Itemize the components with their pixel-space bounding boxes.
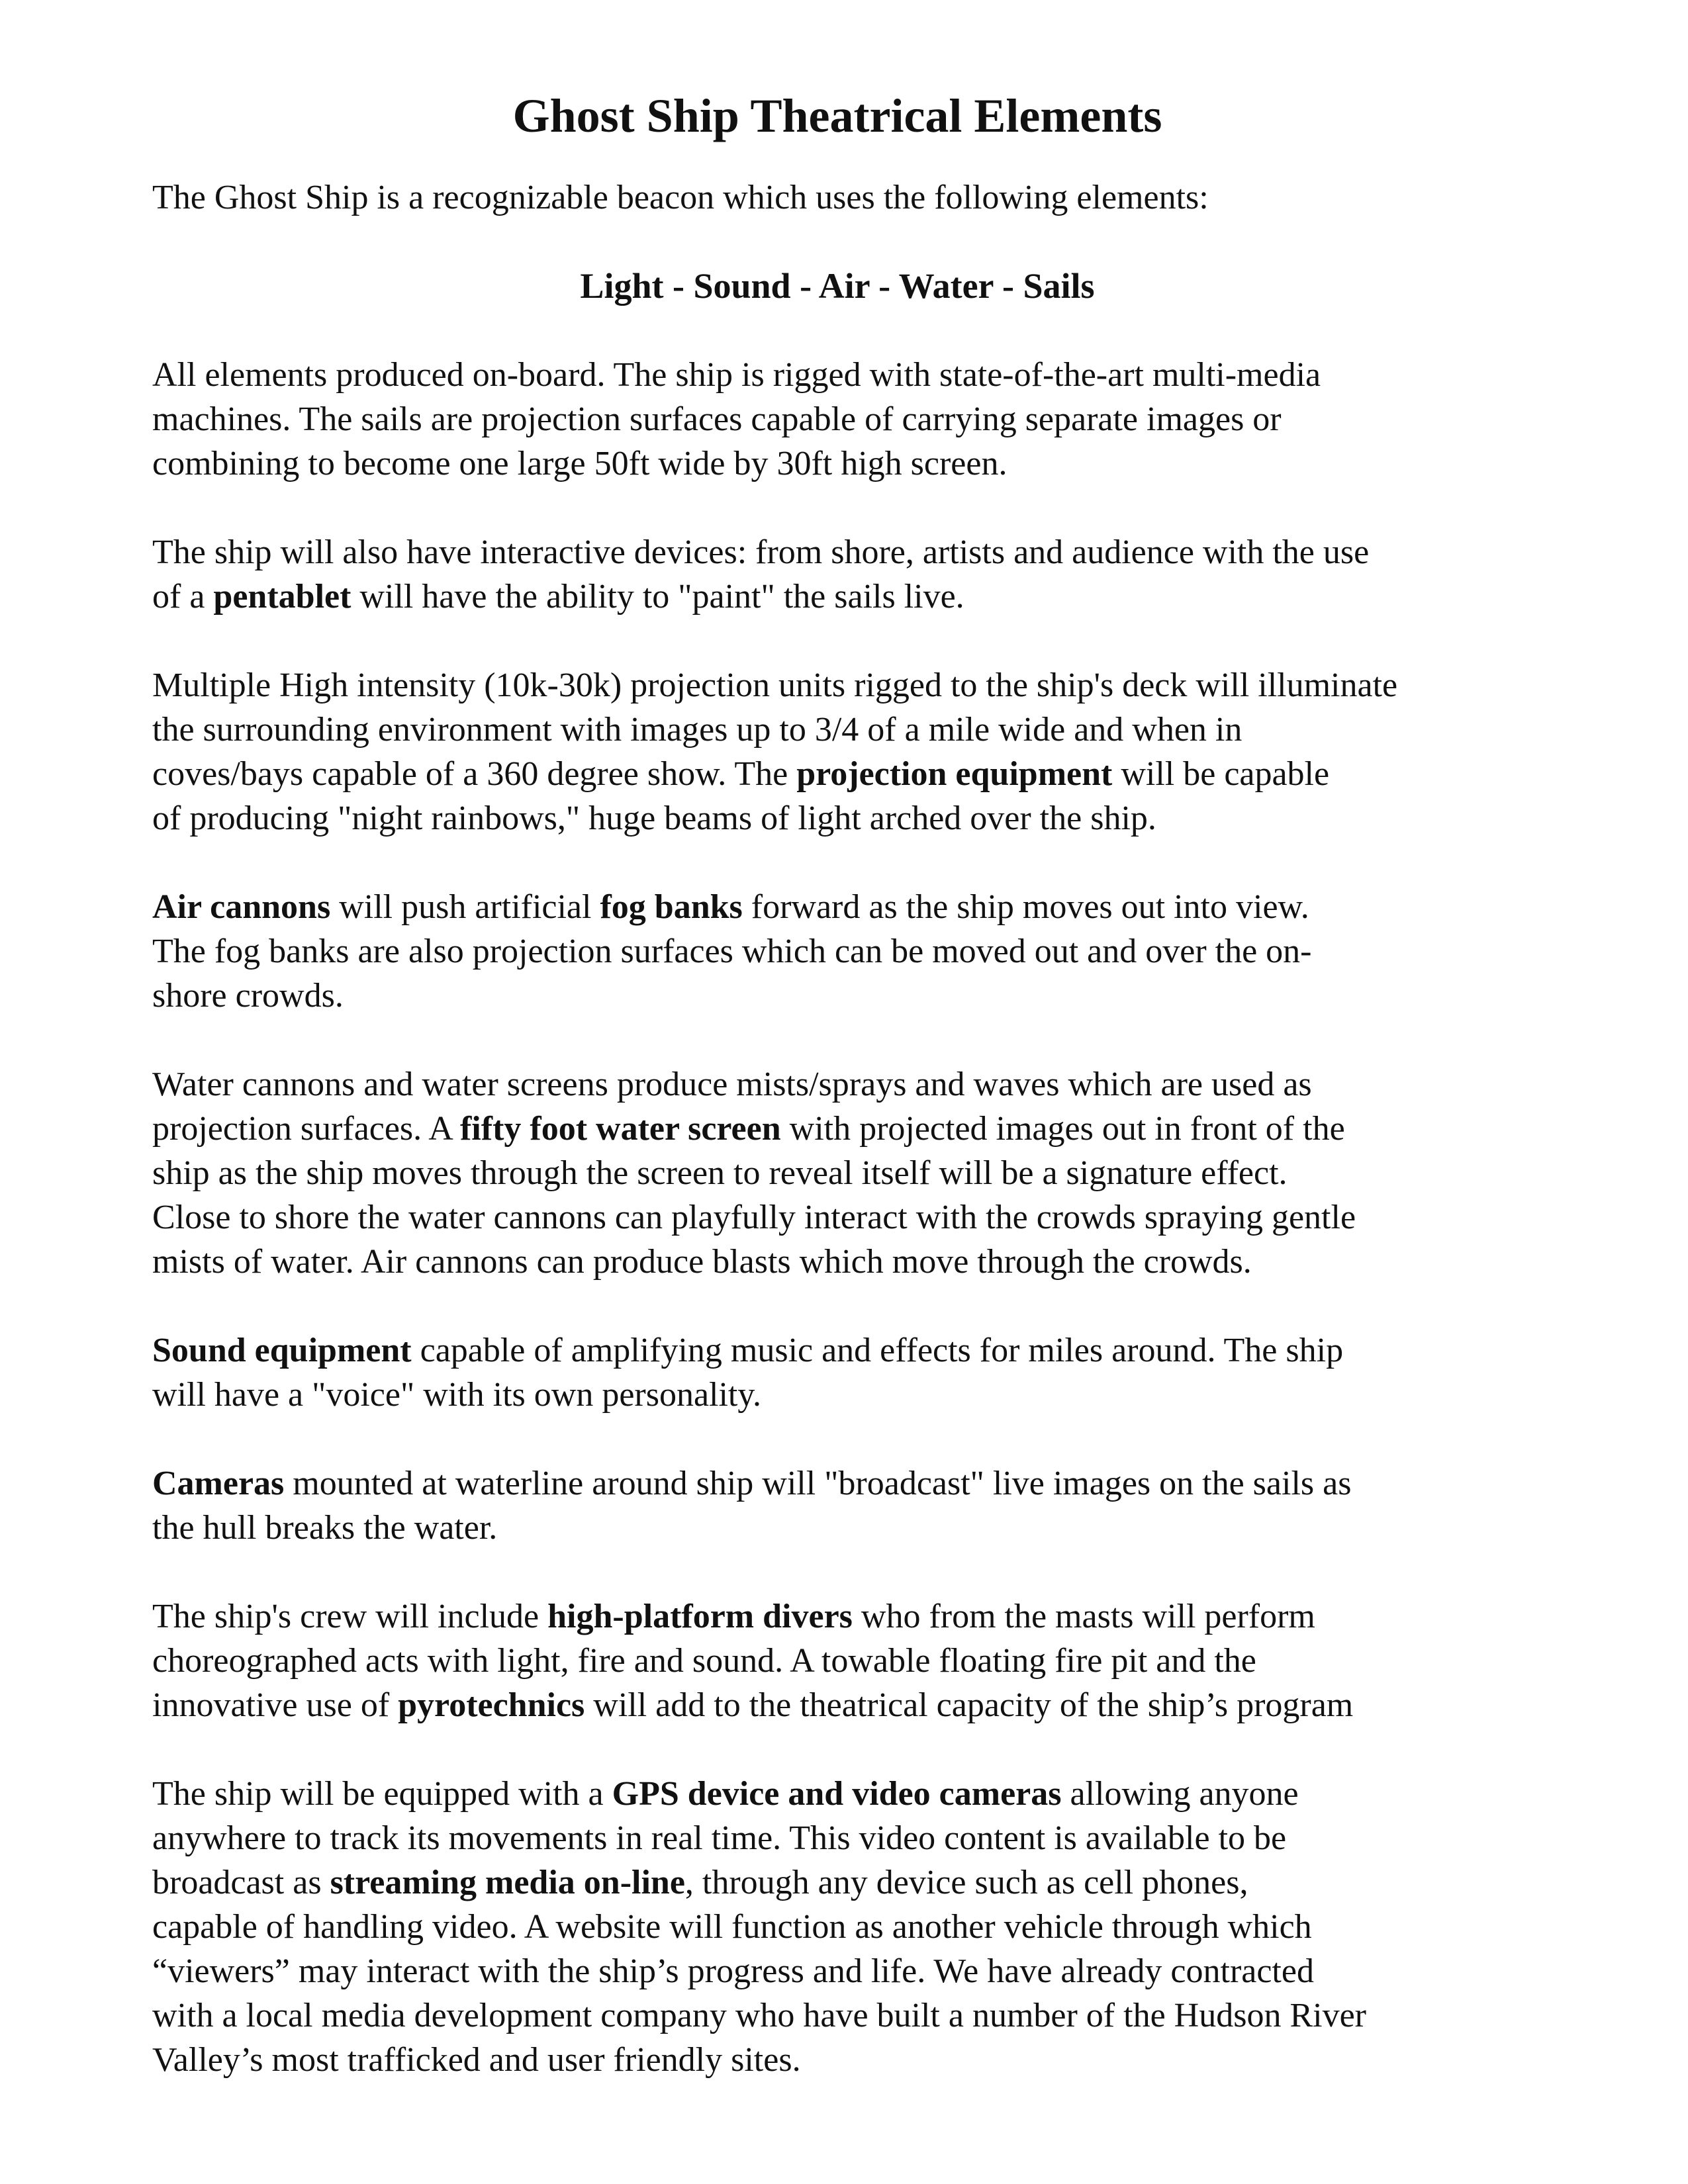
text-line: mists of water. Air cannons can produce blasts which move through the crowds. [152, 1243, 1252, 1281]
paragraph-air [152, 885, 1523, 1018]
text-line: capable of handling video. A website will function as another vehicle through which [152, 1908, 1312, 1946]
paragraph-gps [152, 1772, 1523, 2082]
text-line: of a pentablet will have the ability to "paint" the sails live. [152, 578, 964, 615]
text-line: Air cannons will push artificial fog banks forward as the ship moves out into view. [152, 888, 1309, 926]
text-line: Multiple High intensity (10k-30k) projection units rigged to the ship's deck will illuminate [152, 666, 1398, 704]
text-line: ship as the ship moves through the screen to reveal itself will be a signature effect. [152, 1154, 1288, 1192]
text-line: Sound equipment capable of amplifying music and effects for miles around. The ship [152, 1332, 1344, 1369]
bold-term: fog banks [600, 888, 743, 926]
document-page [152, 86, 1523, 2126]
text-line: Water cannons and water screens produce mists/sprays and waves which are used as [152, 1066, 1312, 1103]
bold-term: Air cannons [152, 888, 331, 926]
paragraph-sound [152, 1328, 1523, 1417]
bold-term: pentablet [213, 578, 352, 615]
text-line: “viewers” may interact with the ship’s progress and life. We have already contracted [152, 1952, 1314, 1990]
text-line: Cameras mounted at waterline around ship will "broadcast" live images on the sails as [152, 1465, 1352, 1502]
text-line: broadcast as streaming media on-line, through any device such as cell phones, [152, 1864, 1248, 1901]
text-line: The ship will also have interactive devices: from shore, artists and audience with the use [152, 533, 1370, 571]
text-line: of producing "night rainbows," huge beams of light arched over the ship. [152, 799, 1156, 837]
text-line: anywhere to track its movements in real time. This video content is available to be [152, 1819, 1287, 1857]
bold-term: Cameras [152, 1465, 285, 1502]
text-line: innovative use of pyrotechnics will add to the theatrical capacity of the ship’s program [152, 1686, 1354, 1724]
text-line: machines. The sails are projection surfaces capable of carrying separate images or [152, 400, 1282, 438]
paragraph-interactive [152, 530, 1523, 619]
paragraph-cameras [152, 1461, 1523, 1550]
text-line: projection surfaces. A fifty foot water screen with projected images out in front of the [152, 1110, 1345, 1148]
text-line: The ship will be equipped with a GPS device and video cameras allowing anyone [152, 1775, 1299, 1813]
bold-term: projection equipment [796, 755, 1113, 793]
text-line: The ship's crew will include high-platform divers who from the masts will perform [152, 1598, 1315, 1635]
text-line: coves/bays capable of a 360 degree show. The projection equipment will be capable [152, 755, 1330, 793]
bold-term: fifty foot water screen [459, 1110, 781, 1148]
intro-line: The Ghost Ship is a recognizable beacon which uses the following elements: [152, 179, 1209, 216]
paragraph-onboard [152, 353, 1523, 486]
text-line: will have a "voice" with its own personality. [152, 1376, 762, 1414]
text-line: the surrounding environment with images up to 3/4 of a mile wide and when in [152, 711, 1243, 749]
intro-paragraph [152, 175, 1523, 220]
elements-heading: Light - Sound - Air - Water - Sails [580, 266, 1095, 306]
text-line: with a local media development company who have built a number of the Hudson River [152, 1997, 1366, 2034]
text-line: combining to become one large 50ft wide by 30ft high screen. [152, 445, 1008, 482]
text-line: the hull breaks the water. [152, 1509, 498, 1547]
bold-term: streaming media on-line [330, 1864, 685, 1901]
bold-term: GPS device and video cameras [612, 1775, 1062, 1813]
text-line: The fog banks are also projection surfaces which can be moved out and over the on- [152, 933, 1312, 970]
bold-term: Sound equipment [152, 1332, 412, 1369]
text-line: choreographed acts with light, fire and sound. A towable floating fire pit and the [152, 1642, 1256, 1680]
bold-term: pyrotechnics [398, 1686, 585, 1724]
paragraph-crew [152, 1594, 1523, 1727]
paragraph-projection [152, 663, 1523, 841]
text-line: shore crowds. [152, 977, 344, 1015]
paragraph-water [152, 1062, 1523, 1284]
text-line: Close to shore the water cannons can playfully interact with the crowds spraying gentle [152, 1199, 1356, 1236]
text-line: Valley’s most trafficked and user friendly sites. [152, 2041, 801, 2079]
page-title: Ghost Ship Theatrical Elements [512, 89, 1162, 142]
bold-term: high-platform divers [547, 1598, 853, 1635]
text-line: All elements produced on-board. The ship is rigged with state-of-the-art multi-media [152, 356, 1321, 394]
